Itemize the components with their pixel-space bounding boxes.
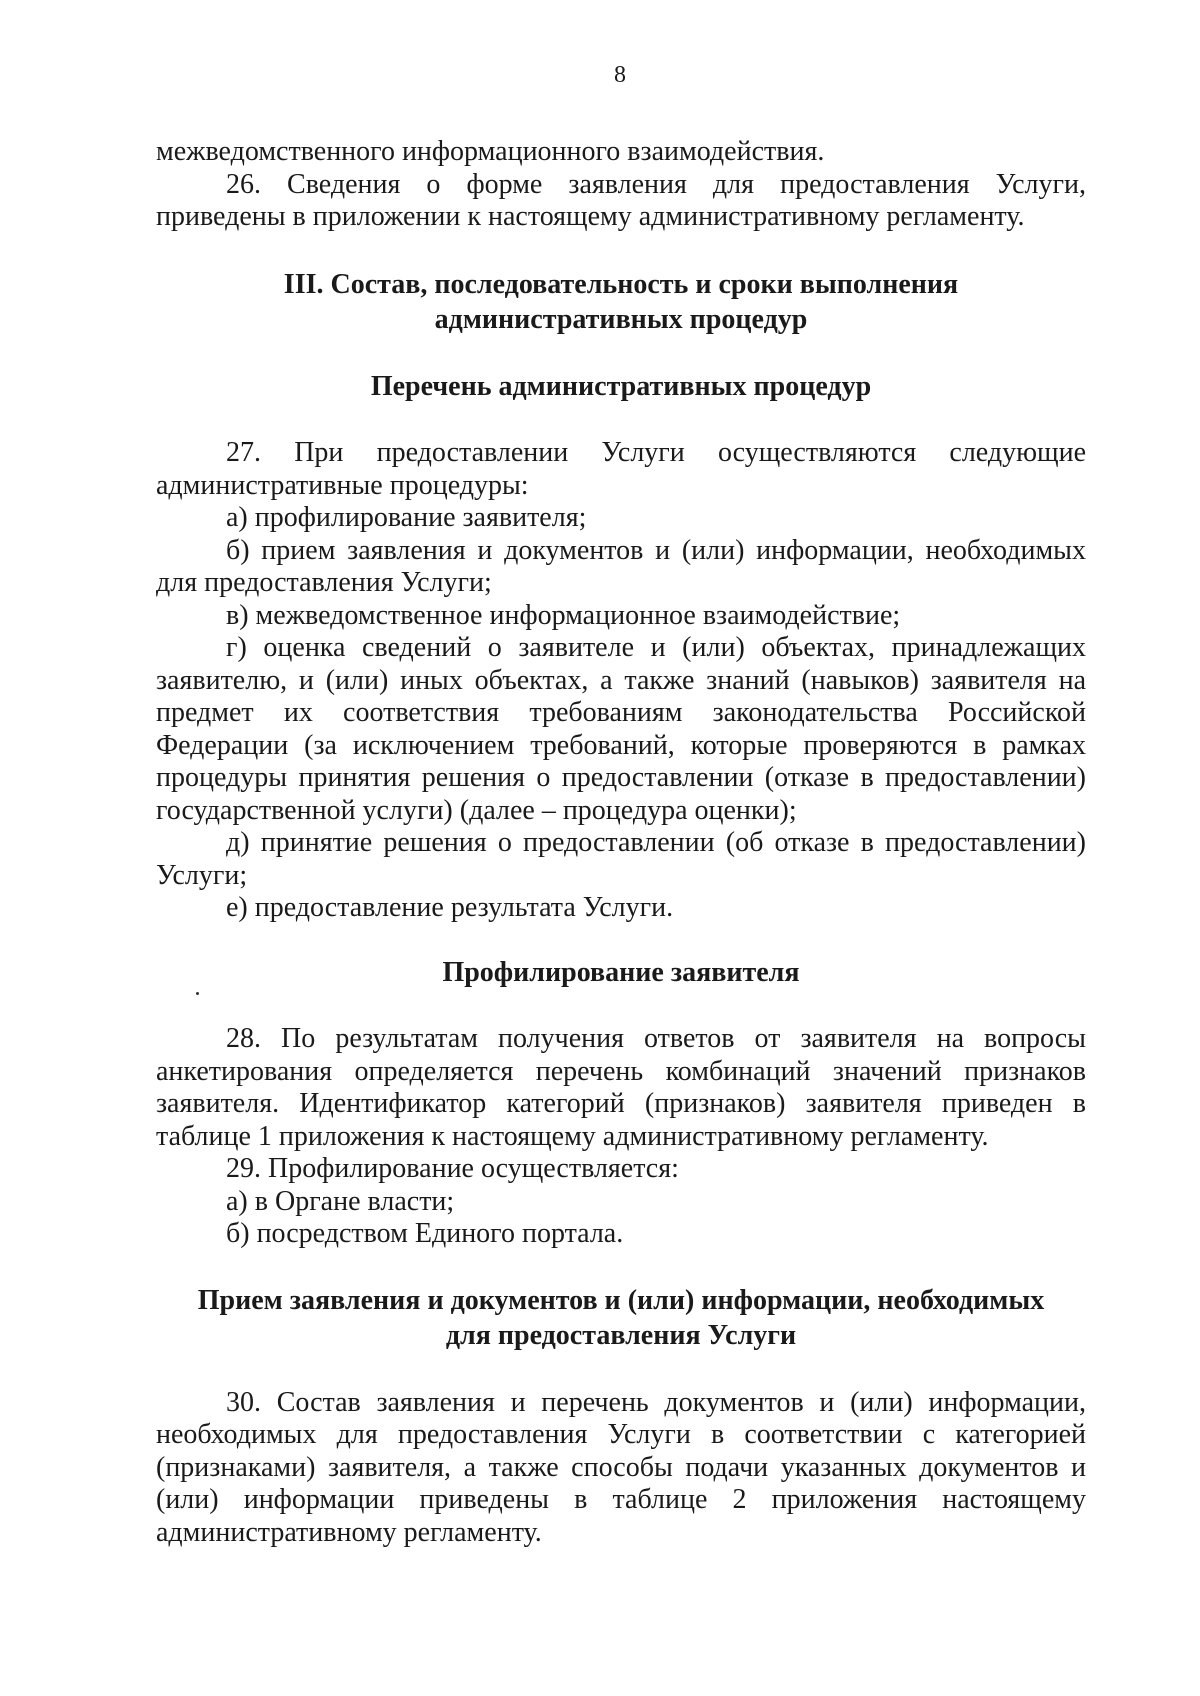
paragraph-28: 28. По результатам получения ответов от заявителя на вопросы анкетирования определяется перечень комбинаций значений признаков заявителя. Идентификатор категорий (признаков) заявителя приведен в таблице 1 приложения к настоящему административному регламенту. xyxy=(156,1023,1086,1152)
paragraph-27g: г) оценка сведений о заявителе и (или) объектах, принадлежащих заявителю, и (или) иных объектах, а также знаний (навыков) заявителя на предмет их соответствия требованиям законодательства Российской Федерации (за исключением требований, которые проверяются в рамках процедуры принятия решения о предоставлении (отказе в предоставлении) государственной услуги) (далее – процедура оценки); xyxy=(156,632,1086,826)
paragraph-27b: б) прием заявления и документов и (или) информации, необходимых для предоставления Услуги; xyxy=(156,534,1086,598)
scan-speck xyxy=(196,992,199,995)
paragraph-27e: е) предоставление результата Услуги. xyxy=(226,892,674,923)
paragraph-27a: а) профилирование заявителя; xyxy=(226,502,587,533)
section-heading-iii xyxy=(156,267,1086,337)
page-number: 8 xyxy=(614,62,626,88)
paragraph-30: 30. Состав заявления и перечень документов и (или) информации, необходимых для предоставления Услуги в соответствии с категорией (признаками) заявителя, а также способы подачи указанных документов и (или) информации приведены в таблице 2 приложения настоящему административному регламенту. xyxy=(156,1386,1086,1548)
paragraph-29a: а) в Органе власти; xyxy=(226,1185,455,1217)
section-heading-iii-line2: административных процедур xyxy=(434,303,808,335)
paragraph-29b: б) посредством Единого портала. xyxy=(226,1218,624,1249)
paragraph-29: 29. Профилирование осуществляется: xyxy=(226,1153,679,1184)
paragraph-26: 26. Сведения о форме заявления для предоставления Услуги, приведены в приложении к настоящему административному регламенту. xyxy=(156,168,1086,232)
subheading-procedures-list: Перечень административных процедур xyxy=(370,370,872,402)
subheading-receiving-line1: Прием заявления и документов и (или) информации, необходимых xyxy=(197,1284,1045,1316)
paragraph-27d: д) принятие решения о предоставлении (об отказе в предоставлении) Услуги; xyxy=(156,827,1086,891)
paragraph-27v: в) межведомственное информационное взаимодействие; xyxy=(226,599,901,631)
section-heading-iii-line1: III. Состав, последовательность и сроки выполнения xyxy=(283,268,959,300)
subheading-receiving-application xyxy=(156,1283,1086,1353)
document-body xyxy=(156,136,1086,1549)
paragraph-27: 27. При предоставлении Услуги осуществляются следующие административные процедуры: xyxy=(156,437,1086,501)
paragraph-continuation: межведомственного информационного взаимодействия. xyxy=(156,136,825,167)
subheading-profiling: Профилирование заявителя xyxy=(442,956,800,988)
subheading-receiving-line2: для предоставления Услуги xyxy=(445,1319,797,1351)
